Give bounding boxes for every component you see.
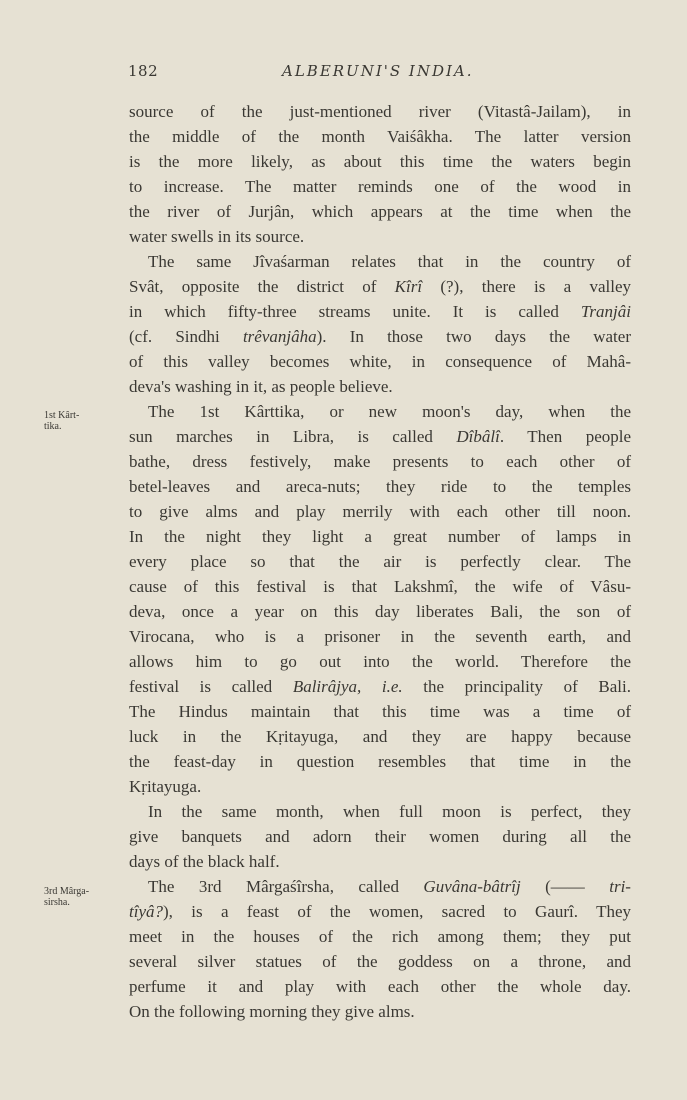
text-segment: allows him to go out into the world. Therefore the xyxy=(129,652,631,671)
text-segment: (?), there is a valley xyxy=(422,277,631,296)
text-segment: deva, once a year on this day liberates Bali, the son of xyxy=(129,602,631,621)
text-segment: meet in the houses of the rich among them; they put xyxy=(129,927,631,946)
italic-term: Kîrî xyxy=(394,277,423,296)
text-segment: Virocana, who is a prisoner in the seventh earth, and xyxy=(129,627,631,646)
text-segment: is the more likely, as about this time the waters begin xyxy=(129,152,631,171)
text-line xyxy=(129,99,631,124)
text-segment: (—— xyxy=(520,877,610,896)
text-segment: bathe, dress festively, make presents to each other of xyxy=(129,452,631,471)
text-segment: give banquets and adorn their women during all the xyxy=(129,827,631,846)
text-line xyxy=(129,599,631,624)
text-segment: several silver statues of the goddess on a throne, and xyxy=(129,952,631,971)
text-segment: of this valley becomes white, in consequence of Mahâ- xyxy=(129,352,631,371)
text-segment: ). In those two days the water xyxy=(316,327,631,346)
text-segment: ), is a feast of the women, sacred to Gaurî. They xyxy=(163,902,631,921)
text-segment: The same Jîvaśarman relates that in the country of xyxy=(148,252,631,271)
text-segment: perfume it and play with each other the whole day. xyxy=(129,977,631,996)
text-line xyxy=(129,974,631,999)
text-segment: . Then people xyxy=(499,427,632,446)
text-segment: to give alms and play merrily with each other till noon. xyxy=(129,502,631,521)
text-line xyxy=(129,899,631,924)
text-line xyxy=(129,499,631,524)
italic-term: tîyâ? xyxy=(129,902,163,921)
text-line xyxy=(129,699,631,724)
margin-note-line: sirsha. xyxy=(44,897,70,908)
italic-term: tri- xyxy=(609,877,631,896)
text-segment: sun marches in Libra, is called xyxy=(129,427,457,446)
text-line xyxy=(129,574,631,599)
text-segment: the feast-day in question resembles that time in the xyxy=(129,752,631,771)
text-segment: betel-leaves and areca-nuts; they ride to the temples xyxy=(129,477,631,496)
margin-note-line: 1st Kârt- xyxy=(44,410,80,421)
text-line xyxy=(129,849,631,874)
text-line xyxy=(129,399,631,424)
running-head: ALBERUNI'S INDIA. xyxy=(282,62,474,80)
text-segment: source of the just-mentioned river (Vitastâ-Jailam), in xyxy=(129,102,631,121)
text-segment: Kṛitayuga. xyxy=(129,777,202,796)
text-line xyxy=(129,774,631,799)
text-line xyxy=(129,524,631,549)
text-segment: The 3rd Mârgaśîrsha, called xyxy=(148,877,424,896)
text-line xyxy=(129,324,631,349)
text-line xyxy=(129,799,631,824)
text-line xyxy=(129,374,631,399)
text-segment: deva's washing in it, as people believe. xyxy=(129,377,393,396)
margin-note-line: tika. xyxy=(44,421,62,432)
text-line xyxy=(129,424,631,449)
margin-note-kartika xyxy=(44,410,124,432)
text-line xyxy=(129,274,631,299)
text-line xyxy=(129,174,631,199)
text-line xyxy=(129,674,631,699)
text-line xyxy=(129,624,631,649)
text-line xyxy=(129,299,631,324)
text-line xyxy=(129,549,631,574)
margin-note-margasirsha xyxy=(44,886,124,908)
text-line xyxy=(129,224,631,249)
text-segment: the middle of the month Vaiśâkha. The latter version xyxy=(129,127,631,146)
text-line xyxy=(129,749,631,774)
text-line xyxy=(129,249,631,274)
text-line xyxy=(129,924,631,949)
text-line xyxy=(129,124,631,149)
text-segment: The 1st Kârttika, or new moon's day, when the xyxy=(148,402,631,421)
text-line xyxy=(129,199,631,224)
text-line xyxy=(129,999,631,1024)
text-line xyxy=(129,949,631,974)
margin-note-line: 3rd Mârga- xyxy=(44,886,90,897)
text-line xyxy=(129,724,631,749)
text-segment: (cf. Sindhi xyxy=(129,327,243,346)
italic-term: Tranjâi xyxy=(580,302,631,321)
text-segment: every place so that the air is perfectly clear. The xyxy=(129,552,631,571)
italic-term: Balirâjya, i.e. xyxy=(292,677,403,696)
body-text xyxy=(129,99,631,1024)
text-line xyxy=(129,474,631,499)
text-line xyxy=(129,349,631,374)
italic-term: Dîbâlî xyxy=(456,427,500,446)
text-segment: the principality of Bali. xyxy=(402,677,632,696)
text-line xyxy=(129,824,631,849)
text-segment: the river of Jurjân, which appears at the time when the xyxy=(129,202,631,221)
text-segment: cause of this festival is that Lakshmî, the wife of Vâsu- xyxy=(129,577,631,596)
text-segment: water swells in its source. xyxy=(129,227,305,246)
text-segment: in which fifty-three streams unite. It is called xyxy=(129,302,581,321)
text-line xyxy=(129,874,631,899)
text-segment: festival is called xyxy=(129,677,293,696)
text-line xyxy=(129,649,631,674)
italic-term: Guvâna-bâtrîj xyxy=(423,877,521,896)
text-line xyxy=(129,149,631,174)
page-number: 182 xyxy=(128,62,159,80)
italic-term: trêvanjâha xyxy=(242,327,317,346)
text-segment: The Hindus maintain that this time was a time of xyxy=(129,702,631,721)
text-segment: luck in the Kṛitayuga, and they are happy because xyxy=(129,727,631,746)
text-segment: In the night they light a great number of lamps in xyxy=(129,527,631,546)
text-segment: to increase. The matter reminds one of the wood in xyxy=(129,177,631,196)
text-line xyxy=(129,449,631,474)
text-segment: In the same month, when full moon is perfect, they xyxy=(148,802,631,821)
text-segment: On the following morning they give alms. xyxy=(129,1002,415,1021)
text-segment: days of the black half. xyxy=(129,852,280,871)
text-segment: Svât, opposite the district of xyxy=(129,277,395,296)
